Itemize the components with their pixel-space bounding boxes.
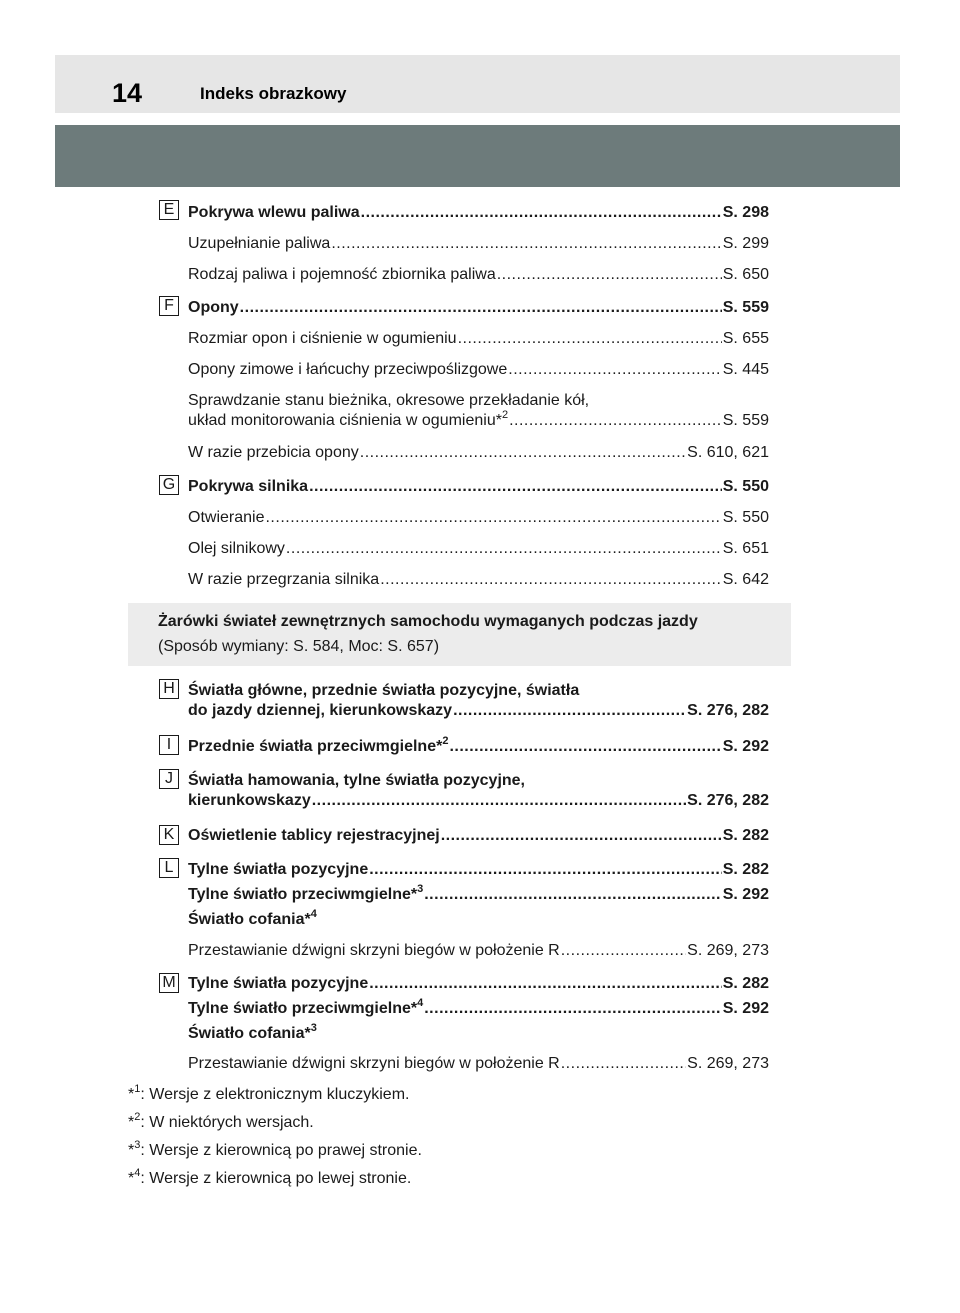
page-ref: S. 655 (722, 330, 769, 347)
page-ref: S. 276, 282 (687, 702, 769, 719)
footnote-ref: 2 (442, 734, 449, 747)
entry-label-line1: Światła główne, przednie światła pozycyjne, światła (188, 682, 580, 699)
letter-box-m: M (159, 973, 179, 993)
page-ref: S. 650 (722, 266, 769, 283)
entry-label: Tylne światło przeciwmgielne* (188, 886, 418, 903)
entry-license-plate[interactable] (188, 826, 769, 846)
section-title: Indeks obrazkowy (200, 84, 347, 103)
page-ref: S. 559 (722, 299, 769, 316)
page-ref: S. 550 (722, 478, 769, 495)
footnote-ref: 3 (310, 1021, 317, 1034)
entry-label: Opony zimowe i łańcuchy przeciwpoślizgowe (188, 361, 508, 378)
page-ref: S. 299 (722, 235, 769, 252)
entry-tread-check[interactable] (188, 391, 769, 431)
illustration-band (55, 125, 900, 187)
entry-label: do jazdy dziennej, kierunkowskazy (188, 702, 453, 719)
letter-box-e: E (159, 200, 179, 220)
entry-label: Rozmiar opon i ciśnienie w ogumieniu (188, 330, 457, 347)
entry-refueling[interactable] (188, 234, 769, 254)
page-ref: S. 276, 282 (687, 792, 769, 809)
page-ref: S. 292 (722, 886, 769, 903)
entry-flat-tire[interactable] (188, 443, 769, 463)
footnote-4: *$^4$: Wersje z kierownicą po lewej stronie. (128, 1166, 412, 1187)
entry-label: Tylne światło przeciwmgielne* (188, 1000, 418, 1017)
entry-label: Pokrywa wlewu paliwa (188, 204, 360, 221)
page-number: 14 (112, 78, 143, 108)
entry-opening[interactable] (188, 508, 769, 528)
page-ref: S. 292 (722, 738, 769, 755)
entry-label: Tylne światła pozycyjne (188, 975, 369, 992)
entry-winter-tires[interactable] (188, 360, 769, 380)
letter-box-k: K (159, 825, 179, 845)
entry-label-line1: Sprawdzanie stanu bieżnika, okresowe przekładanie kół, (188, 392, 590, 409)
footnote-3: *$^3$: Wersje z kierownicą po prawej stronie. (128, 1138, 422, 1159)
entry-headlights[interactable] (188, 681, 769, 721)
entry-label: Rodzaj paliwa i pojemność zbiornika paliwa (188, 266, 496, 283)
entry-label: Pokrywa silnika (188, 478, 309, 495)
page-ref: S. 269, 273 (687, 942, 769, 959)
letter-box-i: I (159, 735, 179, 755)
entry-label: Przestawianie dźwigni skrzyni biegów w położenie R (188, 942, 560, 959)
entry-hood[interactable] (188, 477, 769, 497)
footnote-ref: 4 (310, 907, 317, 920)
entry-engine-oil[interactable] (188, 539, 769, 559)
letter-box-j: J (159, 769, 179, 789)
page-ref: S. 610, 621 (687, 444, 769, 461)
header-bar (55, 55, 900, 113)
letter-box-h: H (159, 679, 179, 699)
entry-reverse-m[interactable] (188, 1054, 769, 1074)
page-ref: S. 292 (722, 1000, 769, 1017)
page-ref: S. 642 (722, 571, 769, 588)
note-subtitle: (Sposób wymiany: S. 584, Moc: S. 657) (158, 638, 440, 655)
page-ref: S. 282 (722, 861, 769, 878)
entry-rear-lights-l[interactable] (188, 860, 769, 930)
entry-tires[interactable] (188, 298, 769, 318)
entry-label: Tylne światła pozycyjne (188, 861, 369, 878)
entry-label-line1: Światła hamowania, tylne światła pozycyjne, (188, 772, 525, 789)
entry-fuel-type[interactable] (188, 265, 769, 285)
entry-tire-size[interactable] (188, 329, 769, 349)
entry-fuel-door[interactable] (188, 203, 769, 223)
entry-rear-lights-m[interactable] (188, 974, 769, 1044)
entry-overheating[interactable] (188, 570, 769, 590)
page-ref: S. 282 (722, 827, 769, 844)
page-ref: S. 559 (722, 412, 769, 429)
entry-label: Otwieranie (188, 509, 265, 526)
letter-box-l: L (159, 858, 179, 878)
page-ref: S. 550 (722, 509, 769, 526)
entry-label: Opony (188, 299, 239, 316)
entry-front-fog[interactable] (188, 734, 769, 757)
page-ref: S. 269, 273 (687, 1055, 769, 1072)
page-ref: S. 282 (722, 975, 769, 992)
page-ref: S. 445 (722, 361, 769, 378)
entry-label: kierunkowskazy (188, 792, 311, 809)
page-ref: S. 651 (722, 540, 769, 557)
letter-box-g: G (159, 475, 179, 495)
entry-label: Olej silnikowy (188, 540, 285, 557)
footnote-2: *$^2$: W niektórych wersjach. (128, 1110, 314, 1131)
entry-label: Światło cofania* (188, 911, 311, 928)
entry-label: W razie przegrzania silnika (188, 571, 380, 588)
entry-label: Przestawianie dźwigni skrzyni biegów w położenie R (188, 1055, 560, 1072)
entry-label: W razie przebicia opony (188, 444, 359, 461)
letter-box-f: F (159, 296, 179, 316)
entry-label: układ monitorowania ciśnienia w ogumieniu* (188, 412, 502, 429)
entry-label: Uzupełnianie paliwa (188, 235, 331, 252)
entry-reverse-l[interactable] (188, 941, 769, 961)
footnote-1: *$^1$: Wersje z elektronicznym kluczykiem. (128, 1082, 410, 1103)
footnote-ref: 2 (501, 408, 509, 421)
entry-label: Przednie światła przeciwmgielne* (188, 738, 443, 755)
entry-brake-lights[interactable] (188, 771, 769, 811)
footnote-ref: 4 (417, 996, 424, 1009)
entry-label: Oświetlenie tablicy rejestracyjnej (188, 827, 440, 844)
footnote-ref: 3 (417, 882, 424, 895)
entry-label: Światło cofania* (188, 1025, 311, 1042)
page-ref: S. 298 (722, 204, 769, 221)
note-title: Żarówki świateł zewnętrznych samochodu wymaganych podczas jazdy (158, 613, 698, 630)
